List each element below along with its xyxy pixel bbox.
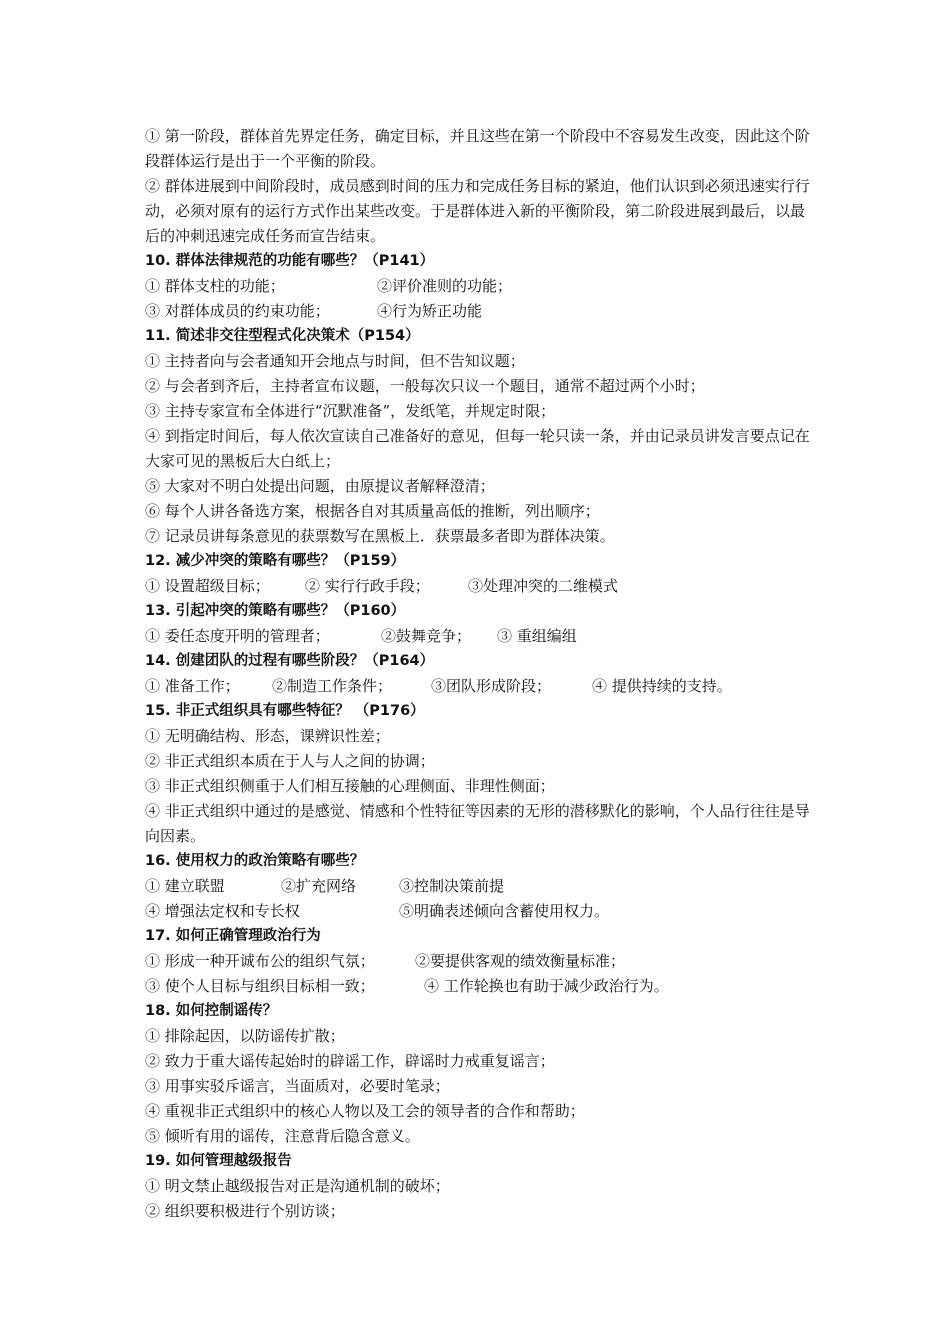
question-10-title: 10. 群体法律规范的功能有哪些？（P141） <box>145 253 435 269</box>
list-item: ① 明文禁止越级报告对正是沟通机制的破坏； <box>145 1177 450 1195</box>
paragraph-stage-1: ① 第一阶段，群体首先界定任务，确定目标，并且这些在第一个阶段中不容易发生改变，因此这个阶段群体运行是出于一个平衡的阶段。 <box>145 127 810 170</box>
question-10-row-1 <box>145 274 815 299</box>
answer-item: ④ 工作轮换也有助于减少政治行为。 <box>424 977 669 995</box>
question-17-row-1 <box>145 949 815 974</box>
question-14-row <box>145 674 815 699</box>
list-item: ③ 用事实驳斥谣言，当面质对，必要时笔录； <box>145 1077 450 1095</box>
answer-item: ③处理冲突的二维模式 <box>468 577 619 595</box>
list-item: ⑤ 大家对不明白处提出问题，由原提议者解释澄清； <box>145 477 495 495</box>
answer-item: ③ 对群体成员的约束功能； <box>145 302 330 320</box>
question-11-title: 11. 简述非交往型程式化决策术（P154） <box>145 328 420 344</box>
list-item: ⑤ 倾听有用的谣传，注意背后隐含意义。 <box>145 1127 420 1145</box>
answer-item: ⑤明确表述倾向含蓄使用权力。 <box>399 902 610 920</box>
list-item: ② 与会者到齐后，主持者宣布议题，一般每次只议一个题目，通常不超过两个小时； <box>145 377 705 395</box>
answer-item: ③团队形成阶段； <box>431 677 552 695</box>
question-16-title: 16. 使用权力的政治策略有哪些？ <box>145 853 365 869</box>
answer-item: ③ 重组编组 <box>497 627 577 645</box>
question-12-title: 12. 减少冲突的策略有哪些？（P159） <box>145 553 406 569</box>
document-page <box>145 124 815 1224</box>
question-17-row-2 <box>145 974 815 999</box>
question-10-row-2 <box>145 299 815 324</box>
answer-item: ① 形成一种开诚布公的组织气氛； <box>145 952 375 970</box>
answer-item: ②扩充网络 <box>281 877 357 895</box>
answer-item: ②要提供客观的绩效衡量标准； <box>415 952 626 970</box>
question-18-title: 18. 如何控制谣传？ <box>145 1003 278 1019</box>
list-item: ④ 非正式组织中通过的是感觉、情感和个性特征等因素的无形的潜移默化的影响，个人品行往往是导向因素。 <box>145 802 810 845</box>
answer-item: ④ 增强法定权和专长权 <box>145 902 300 920</box>
list-item: ④ 到指定时间后，每人依次宣读自己准备好的意见，但每一轮只读一条，并由记录员讲发言要点记在大家可见的黑板后大白纸上； <box>145 427 810 470</box>
question-12-row <box>145 574 815 599</box>
question-15-title: 15. 非正式组织具有哪些特征？ （P176） <box>145 703 425 719</box>
answer-item: ① 准备工作； <box>145 677 240 695</box>
list-item: ② 非正式组织本质在于人与人之间的协调； <box>145 752 435 770</box>
answer-item: ③ 使个人目标与组织目标相一致； <box>145 977 375 995</box>
question-16-row-1 <box>145 874 815 899</box>
list-item: ④ 重视非正式组织中的核心人物以及工会的领导者的合作和帮助； <box>145 1102 585 1120</box>
question-13-title: 13. 引起冲突的策略有哪些？（P160） <box>145 603 406 619</box>
answer-item: ②评价准则的功能； <box>377 277 513 295</box>
question-19-title: 19. 如何管理越级报告 <box>145 1153 292 1169</box>
answer-item: ① 设置超级目标； <box>145 577 270 595</box>
question-14-title: 14. 创建团队的过程有哪些阶段？（P164） <box>145 653 435 669</box>
list-item: ② 致力于重大谣传起始时的辟谣工作，辟谣时力戒重复谣言； <box>145 1052 555 1070</box>
question-13-row <box>145 624 815 649</box>
question-16-row-2 <box>145 899 815 924</box>
list-item: ① 主持者向与会者通知开会地点与时间，但不告知议题； <box>145 352 525 370</box>
answer-item: ④ 提供持续的支持。 <box>592 677 732 695</box>
list-item: ⑦ 记录员讲每条意见的获票数写在黑板上．获票最多者即为群体决策。 <box>145 527 615 545</box>
list-item: ① 排除起因，以防谣传扩散； <box>145 1027 345 1045</box>
paragraph-stage-2: ② 群体进展到中间阶段时，成员感到时间的压力和完成任务目标的紧迫，他们认识到必须迅速实行行动，必须对原有的运行方式作出某些改变。于是群体进入新的平衡阶段，第二阶段进展到最后，以最后的冲刺迅速完成任务而宣告结束。 <box>145 177 810 245</box>
list-item: ⑥ 每个人讲各备选方案，根据各自对其质量高低的推断，列出顺序； <box>145 502 600 520</box>
list-item: ③ 非正式组织侧重于人们相互接触的心理侧面、非理性侧面； <box>145 777 555 795</box>
list-item: ③ 主持专家宣布全体进行“沉默准备”，发纸笔，并规定时限； <box>145 402 556 420</box>
answer-item: ① 建立联盟 <box>145 877 225 895</box>
answer-item: ②鼓舞竞争； <box>381 627 472 645</box>
list-item: ② 组织要积极进行个别访谈； <box>145 1202 345 1220</box>
answer-item: ① 委任态度开明的管理者； <box>145 627 330 645</box>
list-item: ① 无明确结构、形态，课辨识性差； <box>145 727 390 745</box>
answer-item: ① 群体支柱的功能； <box>145 277 285 295</box>
answer-item: ②制造工作条件； <box>272 677 393 695</box>
question-17-title: 17. 如何正确管理政治行为 <box>145 928 321 944</box>
answer-item: ④行为矫正功能 <box>377 302 483 320</box>
answer-item: ② 实行行政手段； <box>305 577 430 595</box>
answer-item: ③控制决策前提 <box>399 877 505 895</box>
